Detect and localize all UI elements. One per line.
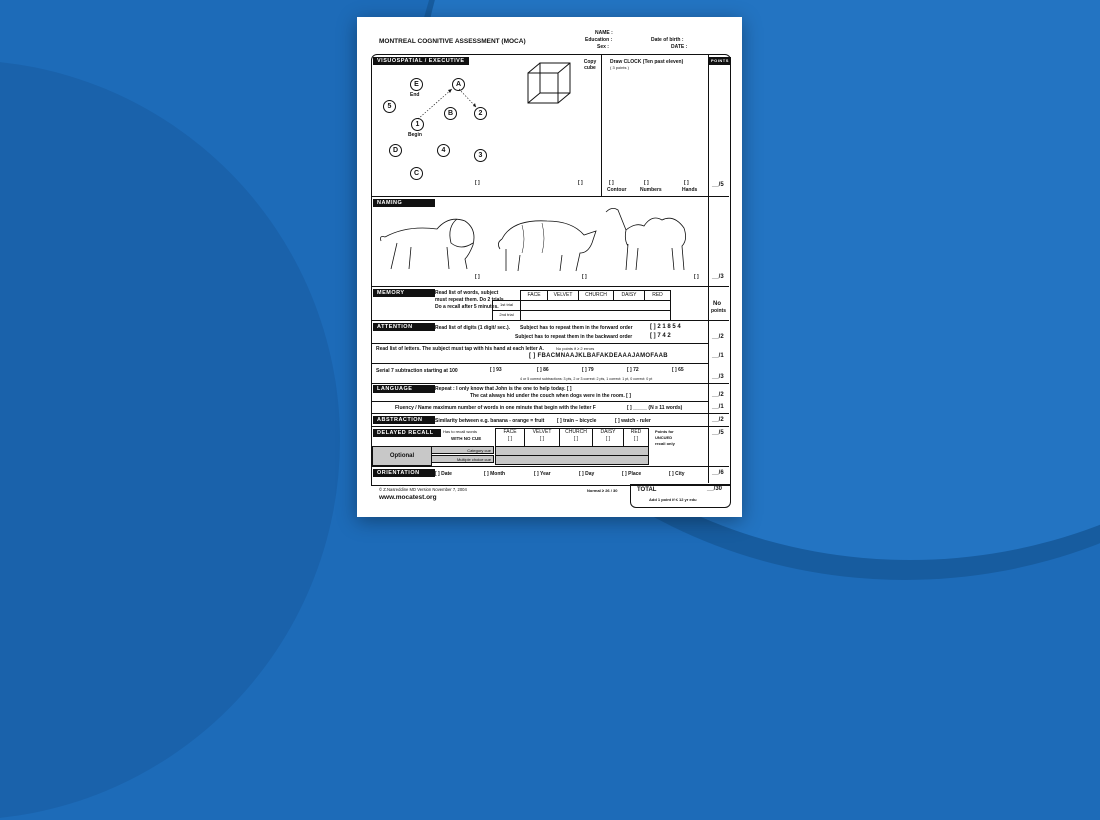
- memory-instruction-3: Do a recall after 5 minutes.: [435, 304, 499, 310]
- section-divider: [372, 413, 729, 414]
- abstraction-instruction: Similarity between e.g. banana - orange = fruit: [435, 418, 545, 424]
- education-label: Education :: [585, 37, 613, 43]
- attention-bar: ATTENTION: [373, 323, 435, 331]
- letters-list[interactable]: [ ] FBACMNAAJKLBAFAKDEAAAJAMOFAAB: [529, 353, 668, 359]
- word-daisy: DAISY: [613, 290, 645, 301]
- form-title: MONTREAL COGNITIVE ASSESSMENT (MOCA): [379, 38, 526, 45]
- letters-score: __/1: [712, 353, 724, 359]
- camel-checkbox[interactable]: [ ]: [694, 274, 699, 280]
- name-label: NAME :: [595, 30, 613, 36]
- word-velvet: VELVET: [547, 290, 579, 301]
- recall-checkbox[interactable]: [ ]: [573, 436, 579, 442]
- orientation-month[interactable]: [ ] Month: [484, 471, 506, 477]
- section-divider: [372, 196, 729, 197]
- backward-digits[interactable]: [ ] 7 4 2: [650, 333, 671, 339]
- abstraction-bar: ABSTRACTION: [373, 416, 435, 424]
- numbers-label: Numbers: [640, 187, 662, 193]
- letters-instruction: Read list of letters. The subject must tap with his hand at each letter A.: [376, 346, 544, 352]
- word-church: CHURCH: [578, 290, 614, 301]
- memory-points-label: points: [711, 308, 726, 314]
- recall-checkbox[interactable]: [ ]: [633, 436, 639, 442]
- cube-checkbox[interactable]: [ ]: [578, 180, 583, 186]
- serial-65[interactable]: [ ] 65: [672, 367, 684, 373]
- forward-digits[interactable]: [ ] 2 1 8 5 4: [650, 324, 681, 330]
- watch-ruler[interactable]: [ ] watch - ruler: [615, 418, 651, 424]
- rhino-drawing: [492, 209, 602, 274]
- multiple-choice-label: Multiple choice cue: [431, 455, 494, 463]
- clock-points: ( 3 points ): [610, 65, 629, 70]
- total-label: TOTAL: [637, 487, 657, 493]
- multiple-choice-row[interactable]: [495, 455, 649, 465]
- recall-word: DAISY: [600, 429, 616, 435]
- memory-instruction-2: must repeat them. Do 2 trials.: [435, 297, 506, 303]
- repeat-score: __/2: [712, 392, 724, 398]
- education-adjustment: Add 1 point if ≤ 12 yr edu: [649, 497, 697, 502]
- orientation-day[interactable]: [ ] Day: [579, 471, 595, 477]
- uncued-label-3: recall only: [655, 441, 675, 446]
- recall-face[interactable]: [495, 428, 525, 447]
- section-divider: [372, 286, 729, 287]
- fluency-count[interactable]: [ ] _____ (N ≥ 11 words): [627, 405, 683, 411]
- trail-node-3: 3: [474, 149, 487, 162]
- language-bar: LANGUAGE: [373, 385, 435, 393]
- trail-end-label: End: [410, 92, 420, 98]
- website-link[interactable]: www.mocatest.org: [379, 494, 437, 501]
- orientation-city[interactable]: [ ] City: [669, 471, 685, 477]
- recall-velvet[interactable]: [524, 428, 560, 447]
- rhino-checkbox[interactable]: [ ]: [582, 274, 587, 280]
- memory-instruction-1: Read list of words, subject: [435, 290, 499, 296]
- category-cue-label: Category cue: [431, 446, 494, 454]
- trail-node-c: C: [410, 167, 423, 180]
- cube-drawing: [524, 59, 576, 111]
- serial-instruction: Serial 7 subtraction starting at 100: [376, 368, 458, 374]
- points-header: POINTS: [711, 58, 729, 63]
- optional-label: Optional: [372, 446, 432, 466]
- trial-2-label: 2nd trial: [492, 310, 521, 321]
- section-divider: [372, 383, 729, 384]
- section-divider: [372, 466, 729, 467]
- serial-93[interactable]: [ ] 93: [490, 367, 502, 373]
- visuospatial-score: __/5: [712, 182, 724, 188]
- total-score: __/30: [707, 486, 723, 492]
- orientation-year[interactable]: [ ] Year: [534, 471, 551, 477]
- copy-cube-label: Copy cube: [583, 59, 597, 71]
- forward-instruction: Subject has to repeat them in the forward order: [520, 325, 633, 331]
- orientation-place[interactable]: [ ] Place: [622, 471, 642, 477]
- delayed-recall-bar: DELAYED RECALL: [373, 429, 441, 437]
- recall-word: RED: [630, 429, 642, 435]
- abstraction-score: __/2: [712, 417, 724, 423]
- orientation-bar: ORIENTATION: [373, 469, 435, 477]
- memory-no-label: No: [713, 301, 721, 307]
- section-divider: [372, 320, 729, 321]
- visuospatial-bar: VISUOSPATIAL / EXECUTIVE: [373, 57, 469, 65]
- serial-72[interactable]: [ ] 72: [627, 367, 639, 373]
- memory-bar: MEMORY: [373, 289, 435, 297]
- sex-label: Sex :: [597, 44, 609, 50]
- contour-checkbox[interactable]: [ ]: [609, 180, 614, 186]
- letters-note: No points if ≥ 2 errors: [556, 346, 595, 351]
- train-bicycle[interactable]: [ ] train – bicycle: [557, 418, 597, 424]
- contour-label: Contour: [607, 187, 627, 193]
- trail-begin-label: Begin: [408, 132, 422, 138]
- background-shape: [0, 60, 340, 820]
- lion-drawing: [377, 207, 482, 272]
- recall-word: VELVET: [532, 429, 552, 435]
- clock-instruction: Draw CLOCK (Ten past eleven): [610, 59, 684, 65]
- recall-daisy[interactable]: [592, 428, 624, 447]
- date-label: DATE :: [671, 44, 688, 50]
- uncued-label-1: Points for: [655, 429, 674, 434]
- dob-label: Date of birth :: [651, 37, 684, 43]
- backward-instruction: Subject has to repeat them in the backward order: [515, 334, 633, 340]
- moca-form: [357, 17, 742, 517]
- trail-arrows: [412, 81, 492, 131]
- trail-checkbox[interactable]: [ ]: [475, 180, 480, 186]
- digits-instruction: Read list of digits (1 digit/ sec.).: [435, 325, 511, 331]
- serial-scoring-note: 4 or 5 correct subtractions: 3 pts, 2 or 3 correct: 2 pts, 1 correct: 1 pt, 0 correct: 0 pt: [520, 377, 653, 381]
- section-divider: [372, 426, 729, 427]
- serial-79[interactable]: [ ] 79: [582, 367, 594, 373]
- fluency-score: __/1: [712, 404, 724, 410]
- trail-node-b: B: [444, 107, 457, 120]
- numbers-checkbox[interactable]: [ ]: [644, 180, 649, 186]
- trail-node-4: 4: [437, 144, 450, 157]
- camel-drawing: [602, 200, 697, 275]
- trail-node-2: 2: [474, 107, 487, 120]
- recall-checkbox[interactable]: [ ]: [507, 436, 513, 442]
- fluency-instruction: Fluency / Name maximum number of words in one minute that begin with the letter F: [395, 405, 596, 411]
- row-divider: [372, 343, 709, 344]
- points-column-divider: [708, 55, 709, 483]
- uncued-label-2: UNCUED: [655, 435, 673, 440]
- repeat-sentence-2[interactable]: The cat always hid under the couch when dogs were in the room. [ ]: [470, 393, 631, 399]
- lion-checkbox[interactable]: [ ]: [475, 274, 480, 280]
- trail-node-a: A: [452, 78, 465, 91]
- recall-checkbox[interactable]: [ ]: [539, 436, 545, 442]
- repeat-sentence-1[interactable]: Repeat : I only know that John is the one to help today. [ ]: [435, 386, 572, 392]
- trail-node-1: 1: [411, 118, 424, 131]
- word-face: FACE: [520, 290, 548, 301]
- word-red: RED: [644, 290, 671, 301]
- recall-red[interactable]: [623, 428, 649, 447]
- recall-word: CHURCH: [565, 429, 587, 435]
- no-cue-label: WITH NO CUE: [451, 436, 482, 441]
- recall-instruction: Has to recall words: [443, 429, 478, 434]
- serial-86[interactable]: [ ] 86: [537, 367, 549, 373]
- trail-node-d: D: [389, 144, 402, 157]
- trial-1-label: 1st trial: [492, 300, 521, 311]
- recall-checkbox[interactable]: [ ]: [605, 436, 611, 442]
- naming-score: __/3: [712, 274, 724, 280]
- copyright: © Z.Nasreddine MD Version November 7, 2004: [379, 487, 467, 492]
- row-divider: [372, 363, 709, 364]
- recall-church[interactable]: [559, 428, 593, 447]
- digits-score: __/2: [712, 334, 724, 340]
- serial-score: __/3: [712, 374, 724, 380]
- trail-node-5: 5: [383, 100, 396, 113]
- naming-bar: NAMING: [373, 199, 435, 207]
- orientation-score: __/6: [712, 470, 724, 476]
- clock-divider: [601, 55, 602, 196]
- hands-checkbox[interactable]: [ ]: [684, 180, 689, 186]
- trail-node-e: E: [410, 78, 423, 91]
- normal-score-note: Normal ≥ 26 / 30: [587, 488, 618, 493]
- orientation-date[interactable]: [ ] Date: [435, 471, 452, 477]
- hands-label: Hands: [682, 187, 698, 193]
- recall-score: __/5: [712, 430, 724, 436]
- recall-word: FACE: [503, 429, 517, 435]
- row-divider: [372, 401, 709, 402]
